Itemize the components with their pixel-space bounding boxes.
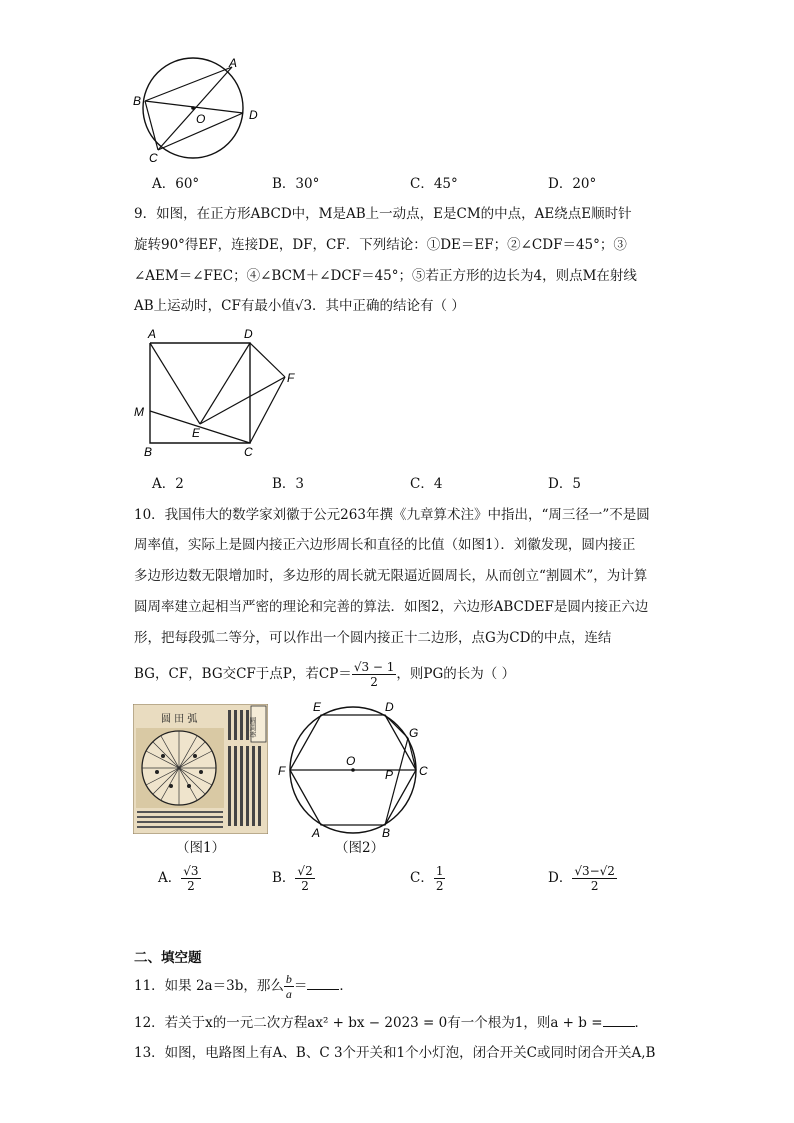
q10-fig1-title: 圆 田 弧 [161,714,198,725]
q10-fig2-label-F: F [278,764,286,778]
q10-line6-end: ，则PG的长为（ ） [396,666,516,682]
q11-period: ． [339,978,353,994]
q11-answer-blank[interactable] [307,976,339,990]
q10-fig2-label-P: P [385,768,394,782]
q11-text-start: 11．如果 2a＝3b，那么 [134,978,284,994]
q8-option-a[interactable]: A．60° [152,176,200,192]
q10-cp-fraction [352,660,397,689]
q10-fig2-label-E: E [313,700,322,714]
q10-option-a-num: √3 [183,864,199,878]
q11-fraction [284,972,294,1001]
q10-option-c-letter: C． [410,870,434,886]
q10-option-a-letter: A． [158,870,182,886]
q8-label-C: C [149,151,158,165]
q10-option-d[interactable] [548,864,617,893]
q9-square-figure [130,326,300,458]
q10-fig1-side-label: 圆周率 [249,717,257,738]
q10-figure-1-book-image [133,704,268,834]
q8-option-b[interactable]: B．30° [272,176,320,192]
q10-text-line-4: 圆周率建立起相当严密的理论和完善的算法．如图2，六边形ABCDEF是圆内接正六边 [134,599,649,615]
q10-option-b[interactable] [272,864,315,893]
q9-text-line-2: 旋转90°得EF，连接DE，DF，CF．下列结论：①DE＝EF；②∠CDF＝45°；③ [134,237,627,253]
q10-fig2-label-B: B [382,826,391,840]
q10-option-c[interactable] [410,864,445,893]
q9-label-C: C [244,445,253,458]
section-title-fill-in-blank: 二、填空题 [134,950,202,966]
q10-text-line-2: 周率值，实际上是圆内接正六边形周长和直径的比值（如图1）．刘徽发现，圆内接正 [134,537,636,553]
q10-fig2-label-D: D [385,700,394,714]
q8-label-B: B [133,94,142,108]
q9-option-a[interactable]: A．2 [152,476,184,492]
q9-option-b[interactable]: B．3 [272,476,305,492]
q10-option-d-num: √3−√2 [574,864,615,878]
q8-label-O: O [196,112,206,126]
q10-option-b-den: 2 [301,879,309,893]
q12-period: ． [634,1015,649,1031]
q9-label-E: E [192,426,201,440]
q11-equals: ＝ [293,978,308,994]
q10-line6-start: BG，CF，BG交CF于点P，若CP＝ [134,666,352,682]
q8-circle-figure [130,55,265,167]
q10-fig2-label-A: A [312,826,321,840]
q10-option-d-letter: D． [548,870,573,886]
q9-option-d[interactable]: D．5 [548,476,581,492]
q10-option-d-fraction [572,864,617,893]
q10-option-a-den: 2 [187,879,195,893]
q10-option-b-num: √2 [297,864,313,878]
q8-label-A: A [229,56,238,70]
q12-text [134,1013,648,1033]
q10-option-a[interactable] [158,864,201,893]
q10-cp-numerator: √3 − 1 [353,660,395,674]
q10-fig2-caption: （图2） [335,840,385,856]
q10-fig2-label-O: O [346,754,356,768]
q12-text-start: 12．若关于x的一元二次方程ax² + bx − 2023 = 0有一个根为1，则a + b = [134,1015,603,1031]
q10-option-b-fraction [295,864,314,893]
q9-option-c[interactable]: C．4 [410,476,443,492]
q9-label-F: F [287,371,295,385]
q10-option-c-den: 2 [435,879,444,893]
q8-option-c[interactable]: C．45° [410,176,458,192]
q9-text-line-1: 9．如图，在正方形ABCD中，M是AB上一动点，E是CM的中点，AE绕点E顺时针 [134,206,632,222]
q10-text-line-5: 形，把每段弧二等分，可以作出一个圆内接正十二边形，点G为CD的中点，连结 [134,630,612,646]
q9-label-D: D [244,327,253,341]
q11-fraction-den: a [285,987,292,1001]
q9-label-A: A [148,327,157,341]
q10-option-b-letter: B． [272,870,296,886]
q10-text-line-3: 多边形边数无限增加时，多边形的周长就无限逼近圆周长，从而创立“割圆术”，为计算 [134,568,648,584]
q13-text: 13．如图，电路图上有A、B、C 3个开关和1个小灯泡，闭合开关C或同时闭合开关A,B [134,1045,656,1061]
q10-option-c-num: 1 [435,864,444,878]
q10-text-line-1: 10．我国伟大的数学家刘徽于公元263年撰《九章算术注》中指出，“周三径一”不是圆 [134,507,650,523]
q8-label-D: D [249,108,258,122]
q11-fraction-num: b [285,972,292,986]
q9-text-line-4: AB上运动时，CF有最小值√3．其中正确的结论有（ ） [134,298,465,314]
q10-text-line-6 [134,656,515,692]
q10-option-d-den: 2 [590,879,599,893]
q12-answer-blank[interactable] [603,1013,635,1027]
q10-figure-2-hexagon [275,695,445,840]
q10-option-a-fraction [181,864,200,893]
q10-cp-denominator: 2 [370,675,378,689]
q10-fig2-label-G: G [409,726,419,740]
q9-label-M: M [134,405,144,419]
q9-label-B: B [144,445,153,458]
q8-option-d[interactable]: D．20° [548,176,597,192]
q10-fig2-label-C: C [419,764,428,778]
q9-text-line-3: ∠AEM＝∠FEC；④∠BCM＋∠DCF＝45°；⑤若正方形的边长为4，则点M在射线 [134,268,637,284]
q10-option-c-fraction [434,864,446,893]
q10-fig1-caption: （图1） [176,840,226,856]
q11-text [134,968,353,1004]
